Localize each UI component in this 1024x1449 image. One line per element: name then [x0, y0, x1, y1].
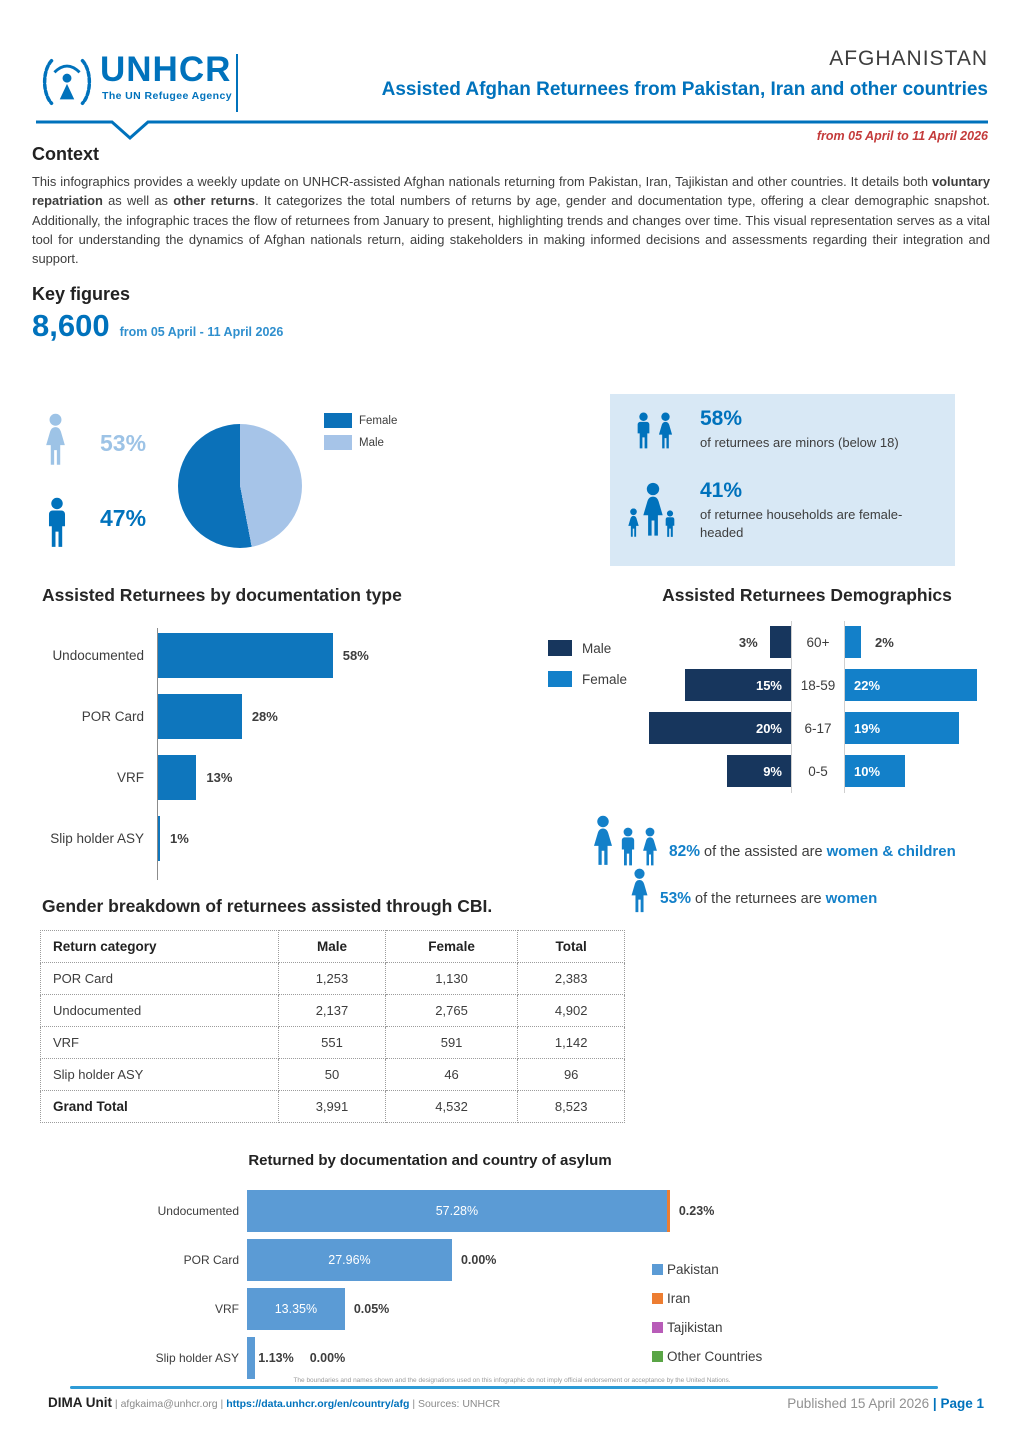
asylum-legend-label: Other Countries — [667, 1349, 763, 1364]
pyramid-age-label: 18-59 — [791, 664, 845, 707]
asylum-chart-row — [100, 1190, 720, 1232]
pie-legend-swatch — [324, 413, 352, 428]
cbi-cell: 96 — [518, 1059, 625, 1091]
doc-chart-category-label: Undocumented — [52, 648, 144, 663]
cbi-total-cell: 3,991 — [279, 1091, 386, 1123]
asylum-legend-item-other-countries — [652, 1349, 762, 1364]
key-figures-row — [32, 308, 283, 344]
minors-stat — [700, 407, 945, 452]
demographics-legend-swatch — [548, 640, 572, 656]
asylum-legend-swatch — [652, 1293, 663, 1304]
doc-chart-bar-wrap — [157, 755, 232, 800]
women-percentage: 53% — [660, 890, 692, 907]
asylum-category-label: Slip holder ASY — [155, 1351, 239, 1365]
pyramid-male-value: 20% — [755, 720, 782, 736]
asylum-pakistan-value: 27.96% — [328, 1253, 371, 1267]
cbi-cell: 591 — [385, 1027, 518, 1059]
footer-sources: Sources: UNHCR — [417, 1398, 501, 1410]
total-returnees-period: from 05 April - 11 April 2026 — [119, 325, 284, 339]
doc-chart-category-label: VRF — [117, 770, 144, 785]
cbi-data-row — [41, 1027, 625, 1059]
women-mid-text: of the returnees are — [691, 891, 826, 907]
logo-divider — [236, 54, 238, 112]
pie-legend-item-female — [324, 413, 397, 428]
cbi-grand-total-row — [41, 1091, 625, 1123]
cbi-table-head — [41, 931, 625, 963]
pyramid-male-bar — [649, 712, 791, 744]
context-heading: Context — [32, 144, 99, 164]
asylum-chart-row — [100, 1288, 720, 1330]
pyramid-female-bar — [845, 712, 959, 744]
asylum-chart-title: Returned by documentation and country of asylum — [248, 1152, 612, 1169]
gender-pie-legend — [324, 413, 397, 457]
footer-email[interactable]: afgkaima@unhcr.org — [120, 1398, 218, 1410]
highlights-box — [610, 394, 955, 566]
asylum-stacked-bar-chart — [100, 1190, 720, 1386]
cbi-data-row — [41, 1059, 625, 1091]
cbi-table-container — [40, 930, 625, 1123]
pyramid-age-label: 0-5 — [791, 750, 845, 793]
doc-chart-value-label: 58% — [342, 648, 369, 663]
cbi-total-cell: 8,523 — [518, 1091, 625, 1123]
doc-chart-bar-wrap — [157, 633, 369, 678]
cbi-cell: 4,902 — [518, 995, 625, 1027]
doc-chart-category-label: POR Card — [81, 709, 144, 724]
pie-legend-item-male — [324, 435, 397, 450]
asylum-iran-bar — [667, 1190, 670, 1232]
children-pair-icon — [634, 412, 675, 450]
women-children-icon — [590, 815, 660, 867]
asylum-legend-item-tajikistan — [652, 1320, 762, 1335]
gender-pie-chart — [178, 424, 302, 548]
doc-chart-row — [32, 816, 492, 861]
asylum-iran-value: 0.23% — [678, 1204, 715, 1218]
male-icon — [44, 497, 70, 549]
pyramid-male-value: 15% — [755, 677, 782, 693]
doc-chart-row — [32, 755, 492, 800]
demographics-legend-swatch — [548, 671, 572, 687]
demographics-legend-label: Male — [582, 640, 612, 656]
women-children-mid-text: of the assisted are — [700, 844, 827, 860]
doc-chart-value-label: 1% — [170, 831, 189, 846]
pyramid-male-bar — [770, 626, 791, 658]
cbi-table — [40, 930, 625, 1123]
female-headed-household-icon — [626, 482, 677, 538]
context-p3: . It categorizes the total numbers of returns by age, gender and documentation type, offering a clear demographic snapshot. Additionally, the infographic traces the flow of returnees from January to present, highlighting trends and changes over time. This visual representation serves as a vital tool for understanding the dynamics of Afghan nationals return, aiding stakeholders in making informed decisions and assessments regarding their integration and support. — [32, 193, 990, 267]
women-children-percentage: 82% — [669, 843, 701, 860]
demographics-legend — [548, 640, 627, 702]
asylum-pakistan-bar — [247, 1239, 452, 1281]
cbi-column-header: Female — [385, 931, 518, 963]
asylum-chart-row — [100, 1337, 720, 1379]
cbi-cell: 50 — [279, 1059, 386, 1091]
cbi-total-cell: 4,532 — [385, 1091, 518, 1123]
footer-sep-2: | — [220, 1398, 224, 1410]
doc-chart-bar-wrap — [157, 694, 278, 739]
women-stat — [628, 868, 877, 914]
cbi-table-heading: Gender breakdown of returnees assisted through CBI. — [42, 896, 493, 916]
woman-icon — [628, 868, 651, 914]
page-title: Assisted Afghan Returnees from Pakistan, Iran and other countries — [381, 79, 988, 100]
pie-legend-label: Female — [359, 414, 398, 427]
footer-rule — [70, 1386, 938, 1389]
asylum-category-label: Undocumented — [157, 1204, 239, 1218]
doc-chart-axis — [157, 628, 158, 880]
female-headed-caption: of returnee households are female-headed — [700, 507, 903, 540]
footer-disclaimer: The boundaries and names shown and the designations used on this infographic do not imply official endorsement or acceptance by the United Nations. — [293, 1377, 731, 1384]
pyramid-female-value: 19% — [854, 720, 881, 736]
women-children-stat — [590, 815, 956, 867]
cbi-header-row — [41, 931, 625, 963]
demographics-legend-item-male — [548, 640, 627, 656]
cbi-data-row — [41, 995, 625, 1027]
demographics-legend-label: Female — [582, 671, 628, 687]
pyramid-male-bar — [685, 669, 792, 701]
context-bold-voluntary: voluntary repatriation — [32, 174, 990, 209]
footer-sep-3: | — [412, 1398, 416, 1410]
pyramid-age-label: 60+ — [791, 621, 845, 664]
cbi-cell: 2,137 — [279, 995, 386, 1027]
pyramid-male-cell — [626, 755, 791, 787]
pyramid-male-value: 9% — [763, 763, 782, 779]
pyramid-row — [626, 712, 1020, 744]
asylum-legend-item-iran — [652, 1291, 762, 1306]
women-strong-text: women — [825, 890, 878, 907]
footer-unit: DIMA Unit — [48, 1395, 112, 1410]
context-paragraph — [32, 172, 990, 269]
unhcr-wordmark: UNHCR — [100, 50, 232, 89]
asylum-legend-swatch — [652, 1322, 663, 1333]
context-p1: This infographics provides a weekly update on UNHCR-assisted Afghan nationals returning from Pakistan, Iran, Tajikistan and other countries. It details both — [32, 174, 932, 189]
demographics-title: Assisted Returnees Demographics — [662, 585, 952, 605]
pyramid-male-bar — [727, 755, 791, 787]
cbi-total-cell: Grand Total — [41, 1091, 279, 1123]
asylum-pakistan-value: 57.28% — [435, 1204, 479, 1218]
cbi-cell: 551 — [279, 1027, 386, 1059]
asylum-pakistan-bar — [247, 1337, 255, 1379]
pyramid-female-cell — [845, 712, 1020, 744]
doc-chart-bar — [157, 694, 242, 739]
footer-page-number: | Page 1 — [932, 1396, 984, 1411]
cbi-cell: 1,142 — [518, 1027, 625, 1059]
doc-chart-bar — [157, 633, 333, 678]
doc-chart-bar-wrap — [157, 816, 189, 861]
key-figures-heading: Key figures — [32, 284, 131, 304]
cbi-table-body — [41, 963, 625, 1123]
demographics-legend-item-female — [548, 671, 627, 687]
asylum-iran-value: 0.00% — [309, 1351, 346, 1365]
female-headed-stat — [700, 479, 905, 541]
cbi-cell: POR Card — [41, 963, 279, 995]
doc-chart-value-label: 13% — [206, 770, 233, 785]
pyramid-female-cell — [845, 669, 1020, 701]
pie-legend-swatch — [324, 435, 352, 450]
asylum-legend-swatch — [652, 1264, 663, 1275]
cbi-cell: Undocumented — [41, 995, 279, 1027]
cbi-column-header: Return category — [41, 931, 279, 963]
pyramid-male-cell — [626, 712, 791, 744]
footer-data-url[interactable]: https://data.unhcr.org/en/country/afg — [226, 1398, 410, 1410]
asylum-pakistan-bar — [247, 1288, 345, 1330]
male-percentage: 47% — [100, 505, 147, 531]
pyramid-female-bar — [845, 669, 977, 701]
footer-published-date: Published 15 April 2026 — [787, 1396, 930, 1411]
pyramid-row — [626, 626, 1020, 658]
asylum-pakistan-bar — [247, 1190, 667, 1232]
cbi-cell: 1,253 — [279, 963, 386, 995]
pyramid-male-cell — [626, 626, 791, 658]
asylum-iran-value: 0.05% — [353, 1302, 390, 1316]
total-returnees-value: 8,600 — [32, 308, 110, 343]
pyramid-female-bar — [845, 755, 905, 787]
asylum-chart-row — [100, 1239, 720, 1281]
asylum-pakistan-value: 13.35% — [274, 1302, 318, 1316]
unhcr-emblem-icon — [38, 52, 96, 112]
cbi-cell: 2,765 — [385, 995, 518, 1027]
footer-contact — [48, 1395, 500, 1410]
female-icon — [42, 413, 69, 467]
asylum-category-label: VRF — [215, 1302, 239, 1316]
doc-chart-title: Assisted Returnees by documentation type — [42, 585, 402, 605]
cbi-column-header: Male — [279, 931, 386, 963]
cbi-data-row — [41, 963, 625, 995]
cbi-cell: 2,383 — [518, 963, 625, 995]
doc-type-bar-chart — [32, 633, 492, 877]
pyramid-female-value: 22% — [854, 677, 881, 693]
doc-chart-bar — [157, 755, 196, 800]
asylum-iran-value: 0.00% — [460, 1253, 497, 1267]
asylum-legend-label: Iran — [667, 1291, 691, 1306]
pyramid-age-label: 6-17 — [791, 707, 845, 750]
pyramid-female-cell — [845, 626, 1020, 658]
cbi-cell: VRF — [41, 1027, 279, 1059]
minors-caption: of returnees are minors (below 18) — [700, 435, 899, 450]
report-date-range: from 05 April to 11 April 2026 — [816, 129, 988, 143]
asylum-legend-swatch — [652, 1351, 663, 1362]
minors-percentage: 58% — [700, 407, 743, 430]
pyramid-row — [626, 669, 1020, 701]
doc-chart-category-label: Slip holder ASY — [50, 831, 144, 846]
pie-legend-label: Male — [359, 436, 384, 449]
doc-chart-value-label: 28% — [251, 709, 278, 724]
asylum-legend-label: Tajikistan — [667, 1320, 723, 1335]
cbi-cell: 46 — [385, 1059, 518, 1091]
cbi-column-header: Total — [518, 931, 625, 963]
pyramid-male-cell — [626, 669, 791, 701]
context-p2: as well as — [102, 193, 174, 209]
doc-chart-row — [32, 694, 492, 739]
country-label: AFGHANISTAN — [829, 47, 988, 70]
footer-publication — [787, 1396, 984, 1411]
asylum-chart-legend — [652, 1262, 762, 1378]
doc-chart-row — [32, 633, 492, 678]
pyramid-female-value: 2% — [875, 634, 894, 650]
pyramid-female-bar — [845, 626, 861, 658]
cbi-cell: Slip holder ASY — [41, 1059, 279, 1091]
footer-sep-1: | — [114, 1398, 118, 1410]
pyramid-female-value: 10% — [854, 763, 881, 779]
context-bold-other: other returns — [173, 193, 256, 209]
pyramid-male-value: 3% — [738, 634, 758, 650]
unhcr-tagline: The UN Refugee Agency — [102, 90, 232, 102]
pyramid-female-cell — [845, 755, 1020, 787]
pyramid-row — [626, 755, 1020, 787]
demographics-pyramid-chart — [626, 626, 1020, 798]
women-children-strong-text: women & children — [826, 843, 956, 860]
female-headed-percentage: 41% — [700, 479, 743, 502]
asylum-legend-label: Pakistan — [667, 1262, 719, 1277]
female-percentage: 53% — [100, 430, 147, 456]
asylum-category-label: POR Card — [183, 1253, 239, 1267]
asylum-pakistan-value: 1.13% — [258, 1351, 294, 1365]
cbi-cell: 1,130 — [385, 963, 518, 995]
asylum-legend-item-pakistan — [652, 1262, 762, 1277]
